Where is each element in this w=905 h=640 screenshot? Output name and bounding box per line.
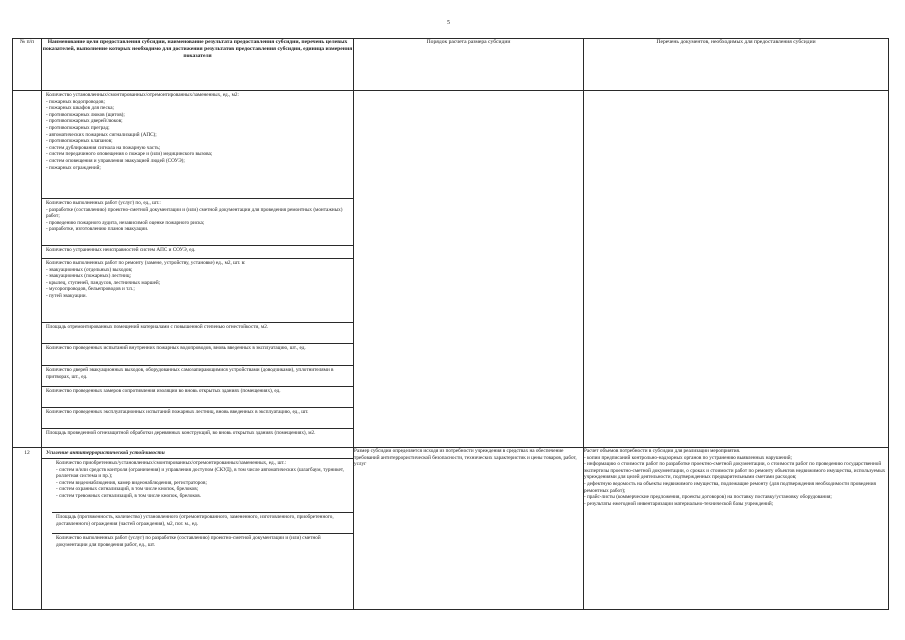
indicator-item: Площадь (протяженность, количество) установленного (отремонтированного, замененного, изготовленного, приобретенного, доставленного) ограждения (частей ограждения), м2, пог. м., ед.	[52, 513, 353, 534]
indicator-item: Количество проведенных замеров сопротивления изоляции во вновь открытых зданиях (помещениях), ед.	[42, 387, 353, 408]
indicator-item: Количество проведенных эксплуатационных испытаний пожарных лестниц, вновь введенных в эксплуатацию, ед., шт.	[42, 408, 353, 429]
row1-documents	[584, 91, 889, 448]
header-number: № п/п	[13, 39, 42, 91]
indicator-item: Площадь отремонтированных помещений материалами с повышенной степенью огнестойкости, м2.	[42, 323, 353, 344]
doc-item: - информацию о стоимости работ по разработке проектно-сметной документации, о стоимости работ по проведению государственной экспертизы проектно-сметной документации, о сроках и стоимости работ по ремонту объектов недвижимого имущества, используемых учреждениями для целей деятельности, подтвержденных предварительными сметами расходов;	[584, 461, 886, 481]
table-header-row	[13, 39, 889, 91]
doc-item: - результаты ежегодной инвентаризации материально-технической базы учреждений;	[584, 500, 774, 507]
row2-calc: Размер субсидии определяется исходя из потребности учреждения в средствах на обеспечение требований антитеррористической безопасности, технических характеристик и цены товаров, работ, услуг	[354, 448, 584, 610]
indicator-item: Количество дверей эвакуационных выходов, оборудованных самозапирающимися устройствами (доводчиками), уплотнителями в притворах, шт., ед.	[42, 366, 353, 387]
doc-item: - прайс-листы (коммерческие предложения, проекты договоров) на поставку поставку/установку оборудования;	[584, 494, 832, 501]
subsidy-table	[12, 38, 889, 610]
indicator-item: Количество выполненных работ по ремонту (замене, устройству, установке) ед., м2, шт. в: - эвакуационных (отдельных) выходов; - эвакуационных (пожарных) лестниц; - крылец, ступеней, пандусов, лестничных маршей; - мусоропроводов, бельепроводов и т.п.; - путей эвакуации.	[42, 259, 353, 323]
indicator-item: Количество устраненных неисправностей систем АПС и СОУЭ, ед.	[42, 246, 353, 259]
doc-item: - дефектную ведомость на объекты недвижимого имущества, подлежащие ремонту (для подтверждения необходимости проведения ремонтных работ);	[584, 480, 876, 494]
row1-number	[13, 91, 42, 448]
indicator-item: Количество выполненных работ (услуг) по разработке (составлению) проектно-сметной документации и (или) сметной документации для проведения работ, ед., шт.	[56, 535, 321, 548]
row2-title: Усиление антитеррористической устойчивости	[42, 448, 353, 459]
indicator-item: Количество приобретенных/установленных/смонтированных/отремонтированных/замененных, ед., шт.: - систем и/или средств контроля (ограничения) и управления доступом (СКУД), в том числе автоматических (шлагбаум, турникет, роллетная система и пр.); - систем видеонаблюдения, камер видеонаблюдения, регистраторов; - систем охранных сигнализаций, в том числе кнопок, брелоков; - систем тревожных сигнализаций, в том числе кнопок, брелоков.	[52, 459, 353, 513]
indicator-item: Количество установленных/смонтированных/отремонтированных/замененных, ед., м2: - пожарных водопроводов; - пожарных шкафов для песка; - противопожарных люков (щитов); - противопожарных дверей/люков; - противопожарных преград; - автоматических пожарных сигнализаций (АПС); - противопожарных клапанов; - систем дублирования сигнала на пожарную часть; - систем передачиного оповещения о пожаре и (или) медицинского вызова; - систем оповещения и управления эвакуацией людей (СОУЭ); - пожарных ограждений;	[42, 91, 353, 199]
table-row-fire-safety	[13, 91, 889, 448]
row1-indicators	[42, 91, 354, 448]
page-number: 5	[447, 20, 450, 26]
header-calc: Порядок расчета размера субсидии	[354, 39, 584, 91]
indicator-item: Количество выполненных работ (услуг) по, ед., шт.: - разработке (составлению) проектно-сметной документации и (или) сметной документации для проведения ремонтных (монтажных) работ; - проведению пожарного аудита, независимой оценке пожарного риска; - разработке, изготовлению планов эвакуации.	[42, 199, 353, 246]
doc-item: Расчет объемов потребности в субсидии для реализации мероприятия.	[584, 448, 741, 454]
header-documents: Перечень документов, необходимых для предоставления субсидии	[584, 39, 889, 91]
row2-number: 12	[13, 448, 42, 610]
indicator-item: Количество проведенных испытаний внутренних пожарных водопроводов, вновь введенных в эксплуатацию, шт., ед.	[42, 344, 353, 366]
row2-documents	[584, 448, 889, 610]
row2-indicators	[42, 448, 354, 610]
indicator-item: Площадь проведенной огнезащитной обработки деревянных конструкций, во вновь открытых зданиях (помещениях), м2.	[46, 430, 316, 436]
table-row-antiterror	[13, 448, 889, 610]
header-goal: Наименование цели предоставления субсидии, наименование результата предоставления субсидии, перечень целевых показателей, выполнение которых необходимо для достижения результатов предоставления субсидии, единица измерения показателя	[42, 39, 354, 91]
row1-calc	[354, 91, 584, 448]
doc-item: - копии предписаний контрольно-надзорных органов по устранению выявленных нарушений;	[584, 454, 792, 461]
